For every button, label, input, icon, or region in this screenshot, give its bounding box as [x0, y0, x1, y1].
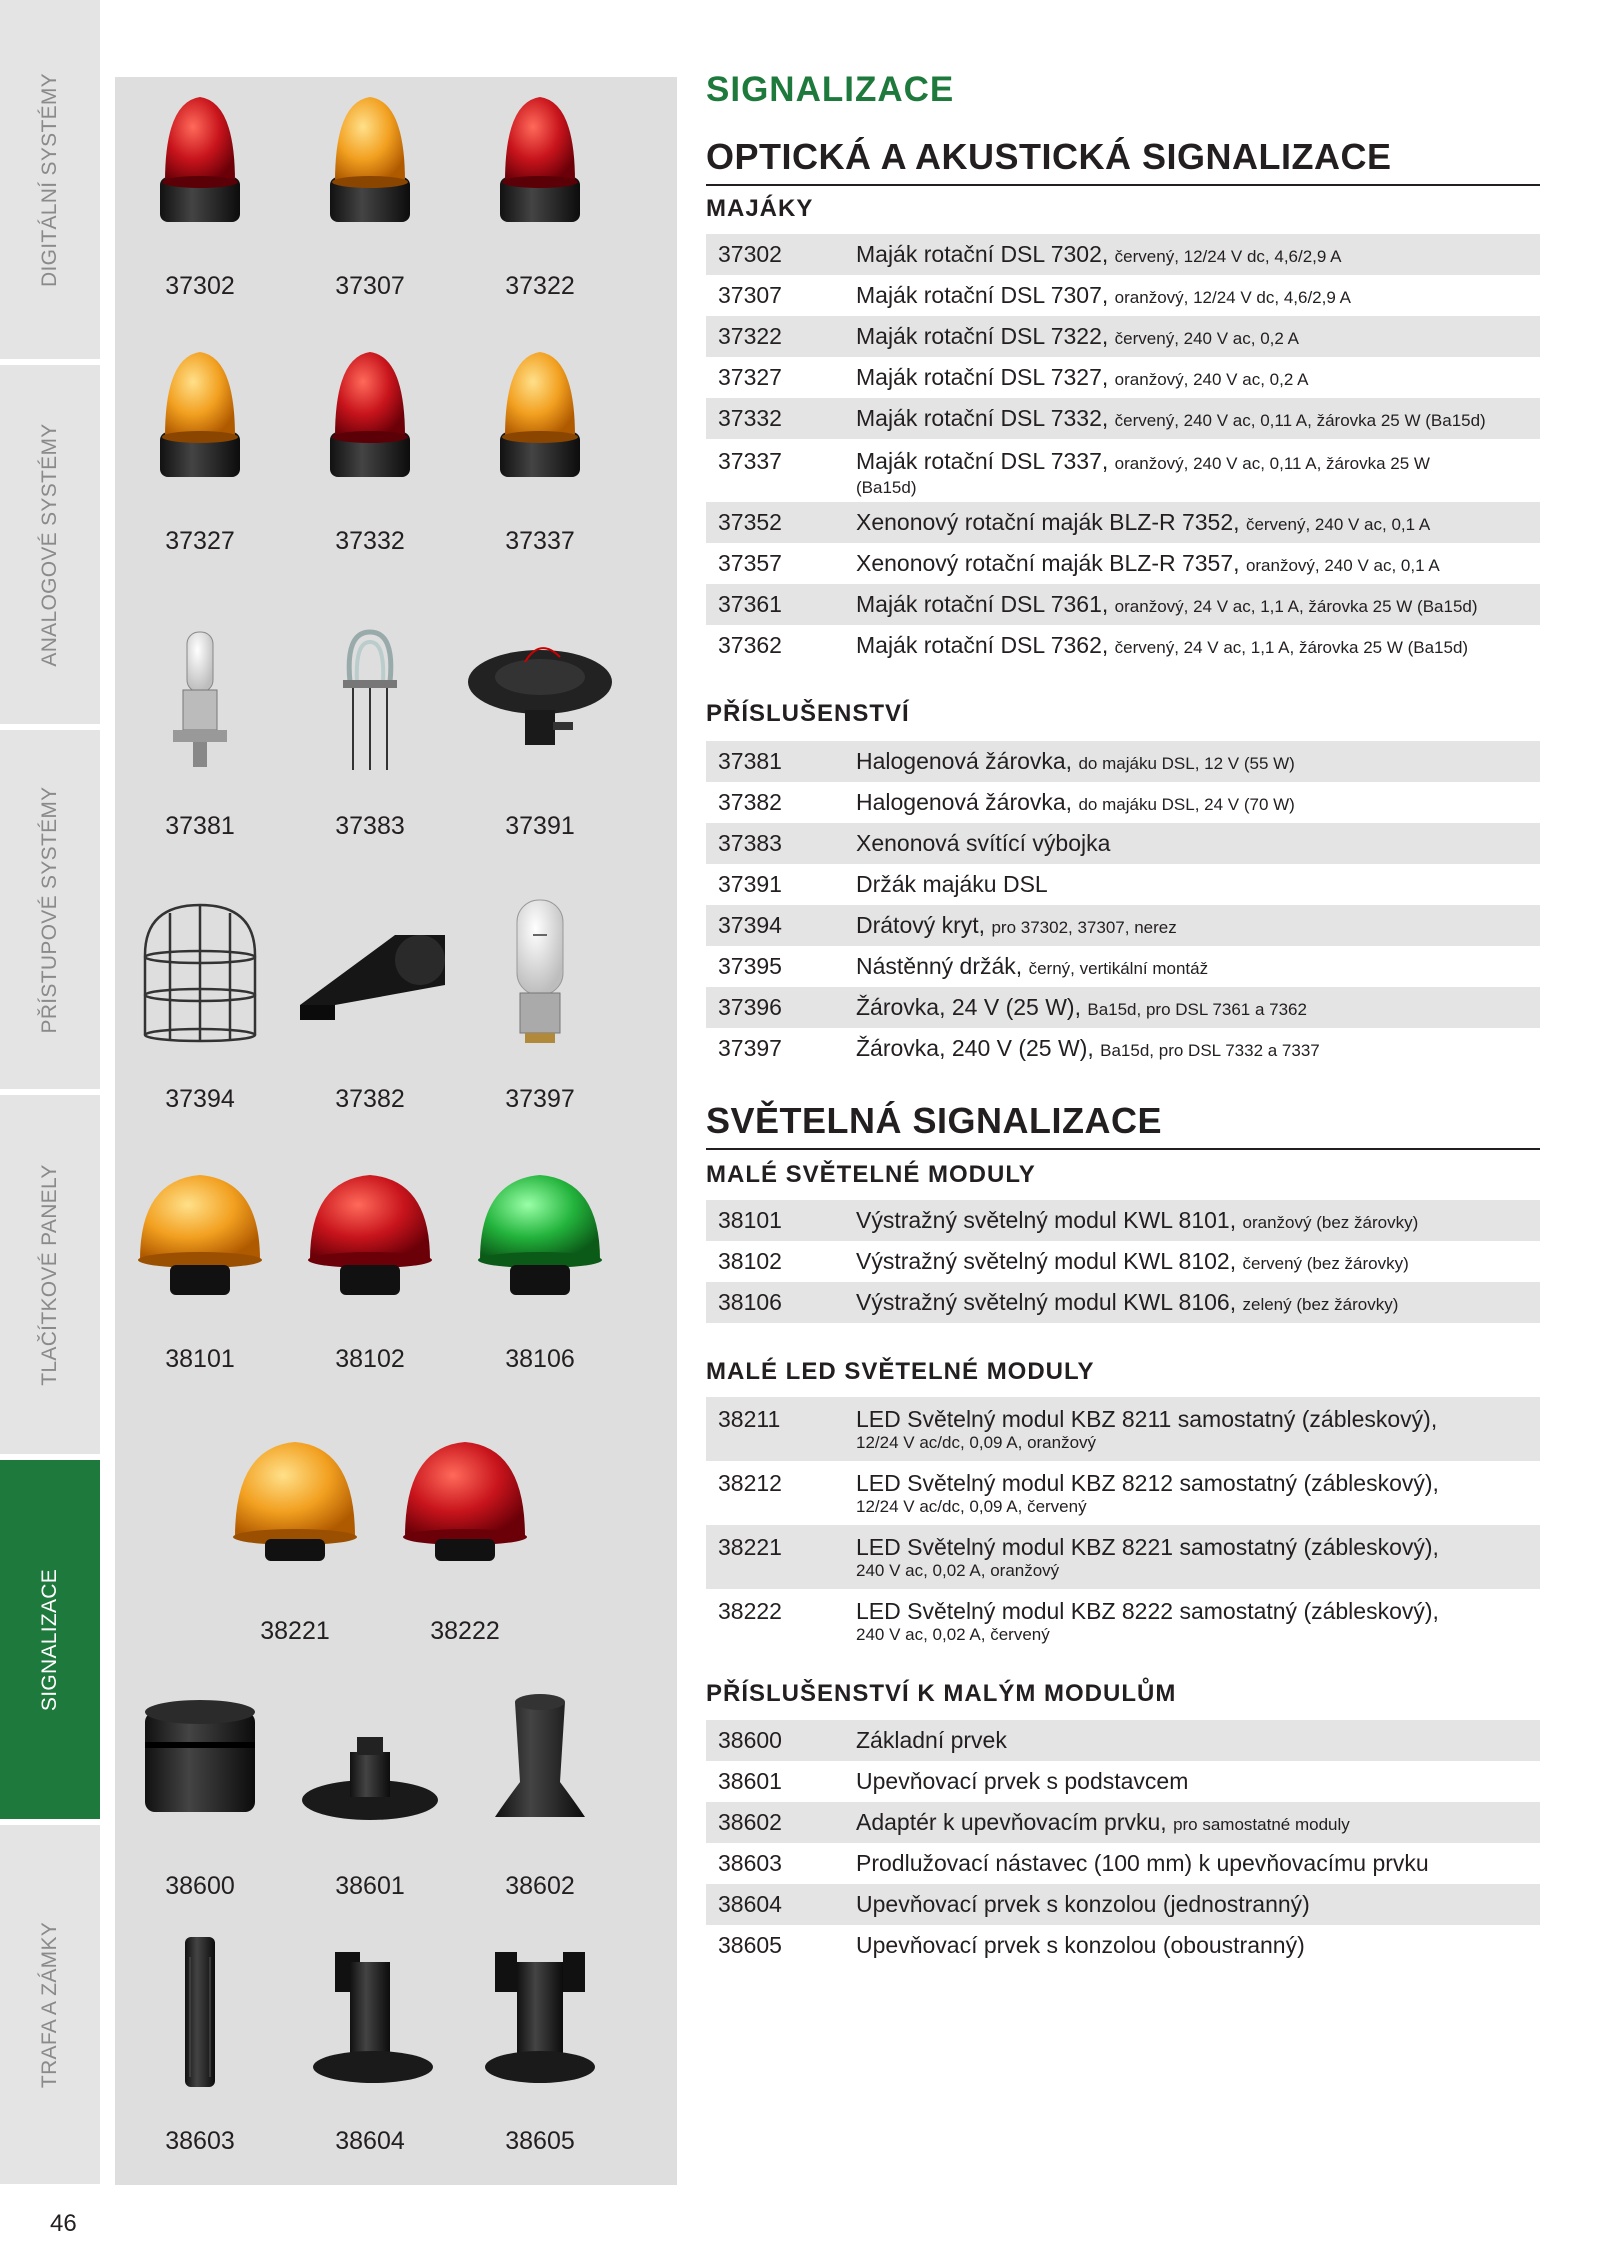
- base-element-icon: [125, 1682, 275, 1832]
- item-desc: Xenonový rotační maják BLZ-R 7357, oranžový, 240 V ac, 0,1 A: [856, 550, 1440, 576]
- tab-label: PŘÍSTUPOVÉ SYSTÉMY: [38, 786, 61, 1033]
- product-code: 37394: [165, 1085, 235, 1113]
- table-row: [706, 439, 1540, 502]
- product-code: 37322: [505, 272, 575, 300]
- table-row: [706, 1761, 1540, 1802]
- beacon-holder-icon: [465, 622, 615, 772]
- item-desc: Upevňovací prvek s konzolou (jednostranný): [856, 1891, 1310, 1917]
- product-code: 37307: [335, 272, 405, 300]
- product-37327: [115, 337, 285, 557]
- item-code: 37322: [718, 323, 782, 349]
- table-row: [706, 584, 1540, 625]
- item-desc: Maják rotační DSL 7327, oranžový, 240 V ac, 0,2 A: [856, 364, 1309, 390]
- item-code: 37307: [718, 282, 782, 308]
- product-37381: [115, 622, 285, 842]
- item-code: 37302: [718, 241, 782, 267]
- item-code: 37397: [718, 1035, 782, 1061]
- product-37394: [115, 895, 285, 1115]
- table-row: [706, 625, 1540, 666]
- product-code: 38222: [430, 1617, 500, 1645]
- product-code: 38221: [260, 1617, 330, 1645]
- dome-green-icon: [465, 1155, 615, 1305]
- product-38101: [115, 1155, 285, 1375]
- table-row: [706, 946, 1540, 987]
- heading-opticka-akusticka: OPTICKÁ A AKUSTICKÁ SIGNALIZACE: [706, 136, 1540, 186]
- table-row: [706, 987, 1540, 1028]
- product-38601: [285, 1682, 455, 1902]
- item-desc: Žárovka, 24 V (25 W), Ba15d, pro DSL 7361 a 7362: [856, 994, 1307, 1020]
- product-37302: [115, 82, 285, 302]
- beacon-red-icon: [125, 82, 275, 232]
- product-code: 38101: [165, 1345, 235, 1373]
- item-code: 37383: [718, 830, 782, 856]
- item-code: 38211: [718, 1406, 781, 1432]
- item-code: 38604: [718, 1891, 782, 1917]
- tab-label: DIGITÁLNÍ SYSTÉMY: [38, 72, 61, 287]
- item-code: 38600: [718, 1727, 782, 1753]
- extension-tube-icon: [125, 1937, 275, 2087]
- section-title: SIGNALIZACE: [706, 70, 955, 109]
- heading-prislusenstvi: PŘÍSLUŠENSTVÍ: [706, 700, 910, 727]
- table-row: [706, 1028, 1540, 1069]
- item-code: 38222: [718, 1598, 782, 1624]
- item-desc: Xenonová svítící výbojka: [856, 830, 1111, 856]
- item-code: 37396: [718, 994, 782, 1020]
- item-code: 37352: [718, 509, 782, 535]
- item-desc: Nástěnný držák, černý, vertikální montáž: [856, 953, 1209, 979]
- dome-orange-icon: [125, 1155, 275, 1305]
- table-row: [706, 741, 1540, 782]
- item-desc: Žárovka, 240 V (25 W), Ba15d, pro DSL 7332 a 7337: [856, 1035, 1320, 1061]
- table-row: [706, 864, 1540, 905]
- table-male-moduly: [706, 1200, 1540, 1323]
- item-desc: Maják rotační DSL 7307, oranžový, 12/24 V dc, 4,6/2,9 A: [856, 282, 1351, 308]
- tab-tlacitkove-panely[interactable]: [0, 1095, 100, 1457]
- item-desc: Drátový kryt, pro 37302, 37307, nerez: [856, 912, 1177, 938]
- product-38221: [210, 1427, 380, 1647]
- product-code: 38602: [505, 1872, 575, 1900]
- module-adapter-icon: [465, 1682, 615, 1832]
- item-desc: Výstražný světelný modul KWL 8101, oranžový (bez žárovky): [856, 1207, 1419, 1233]
- product-code: 38603: [165, 2127, 235, 2155]
- section-tabs: [0, 0, 100, 2190]
- item-code: 38605: [718, 1932, 782, 1958]
- product-38604: [285, 1937, 455, 2157]
- bracket-double-icon: [465, 1937, 615, 2087]
- product-code: 37302: [165, 272, 235, 300]
- table-majaky: [706, 234, 1540, 666]
- product-38603: [115, 1937, 285, 2157]
- item-code: 37381: [718, 748, 782, 774]
- table-prislusenstvi: [706, 741, 1540, 1069]
- item-desc: Prodlužovací nástavec (100 mm) k upevňovacímu prvku: [856, 1850, 1429, 1876]
- product-37391: [455, 622, 625, 842]
- product-code: 37383: [335, 812, 405, 840]
- product-code: 37337: [505, 527, 575, 555]
- product-38602: [455, 1682, 625, 1902]
- product-38605: [455, 1937, 625, 2157]
- product-code: 38604: [335, 2127, 405, 2155]
- item-desc: LED Světelný modul KBZ 8222 samostatný (zábleskový), 240 V ac, 0,02 A, červený: [856, 1598, 1439, 1644]
- xenon-tube-icon: [295, 622, 445, 772]
- table-row: [706, 316, 1540, 357]
- table-row: [706, 1200, 1540, 1241]
- led-dome-red-icon: [390, 1427, 540, 1577]
- product-code: 38601: [335, 1872, 405, 1900]
- item-desc: LED Světelný modul KBZ 8211 samostatný (zábleskový), 12/24 V ac/dc, 0,09 A, oranžový: [856, 1406, 1438, 1452]
- item-code: 38601: [718, 1768, 782, 1794]
- item-code: 38102: [718, 1248, 782, 1274]
- table-row: [706, 1802, 1540, 1843]
- tab-label: ANALOGOVÉ SYSTÉMY: [38, 422, 61, 667]
- item-code: 37357: [718, 550, 782, 576]
- page-number: 46: [50, 2210, 77, 2237]
- item-desc: LED Světelný modul KBZ 8221 samostatný (zábleskový), 240 V ac, 0,02 A, oranžový: [856, 1534, 1439, 1580]
- table-row: [706, 1397, 1540, 1461]
- table-row: [706, 502, 1540, 543]
- table-row: [706, 275, 1540, 316]
- table-row: [706, 1241, 1540, 1282]
- product-37307: [285, 82, 455, 302]
- product-code: 38106: [505, 1345, 575, 1373]
- item-desc: Maják rotační DSL 7332, červený, 240 V ac, 0,11 A, žárovka 25 W (Ba15d): [856, 405, 1486, 431]
- beacon-orange-icon: [125, 337, 275, 487]
- table-row: [706, 782, 1540, 823]
- tab-label: TRAFA A ZÁMKY: [38, 1921, 61, 2088]
- tab-analogove-systemy[interactable]: [0, 365, 100, 727]
- halogen-bulb-icon: [125, 622, 275, 772]
- table-row: [706, 1720, 1540, 1761]
- table-row: [706, 1461, 1540, 1525]
- product-37337: [455, 337, 625, 557]
- dome-red-icon: [295, 1155, 445, 1305]
- product-38102: [285, 1155, 455, 1375]
- product-37382: [285, 895, 455, 1115]
- product-code: 38605: [505, 2127, 575, 2155]
- item-desc: Halogenová žárovka, do majáku DSL, 24 V (70 W): [856, 789, 1295, 815]
- product-code: 37327: [165, 527, 235, 555]
- tab-label: SIGNALIZACE: [38, 1568, 61, 1711]
- product-37322: [455, 82, 625, 302]
- product-code: 37391: [505, 812, 575, 840]
- product-code: 37332: [335, 527, 405, 555]
- item-code: 38106: [718, 1289, 782, 1315]
- item-desc: Upevňovací prvek s konzolou (oboustranný): [856, 1932, 1305, 1958]
- table-row: [706, 1884, 1540, 1925]
- table-prislusenstvi-moduly: [706, 1720, 1540, 1966]
- item-code: 37395: [718, 953, 782, 979]
- item-code: 38101: [718, 1207, 782, 1233]
- item-desc: Držák majáku DSL: [856, 871, 1048, 897]
- bayonet-bulb-icon: [465, 895, 615, 1045]
- table-row: [706, 234, 1540, 275]
- item-desc: Xenonový rotační maják BLZ-R 7352, červený, 240 V ac, 0,1 A: [856, 509, 1431, 535]
- table-row: [706, 357, 1540, 398]
- heading-majaky: MAJÁKY: [706, 195, 814, 222]
- item-code: 37382: [718, 789, 782, 815]
- item-desc: Maják rotační DSL 7322, červený, 240 V ac, 0,2 A: [856, 323, 1299, 349]
- product-code: 37382: [335, 1085, 405, 1113]
- product-image-panel: [115, 77, 677, 2185]
- table-row: [706, 1525, 1540, 1589]
- item-desc: Adaptér k upevňovacím prvku, pro samostatné moduly: [856, 1809, 1350, 1835]
- beacon-red-icon: [465, 82, 615, 232]
- table-led-moduly: [706, 1397, 1540, 1653]
- item-code: 37337: [718, 448, 782, 474]
- product-37383: [285, 622, 455, 842]
- item-desc: Základní prvek: [856, 1727, 1007, 1753]
- heading-prislusenstvi-moduly: PŘÍSLUŠENSTVÍ K MALÝM MODULŮM: [706, 1680, 1177, 1707]
- item-desc: Maják rotační DSL 7337, oranžový, 240 V ac, 0,11 A, žárovka 25 W (Ba15d): [856, 448, 1430, 497]
- product-code: 37397: [505, 1085, 575, 1113]
- table-row: [706, 1282, 1540, 1323]
- table-row: [706, 1925, 1540, 1966]
- item-code: 38221: [718, 1534, 782, 1560]
- heading-svetelna-signalizace: SVĚTELNÁ SIGNALIZACE: [706, 1100, 1540, 1150]
- product-code: 37381: [165, 812, 235, 840]
- heading-male-led-moduly: MALÉ LED SVĚTELNÉ MODULY: [706, 1358, 1095, 1385]
- table-row: [706, 1843, 1540, 1884]
- product-code: 38102: [335, 1345, 405, 1373]
- bracket-single-icon: [295, 1937, 445, 2087]
- tab-signalizace[interactable]: [0, 1460, 100, 1822]
- item-desc: Upevňovací prvek s podstavcem: [856, 1768, 1189, 1794]
- item-code: 37394: [718, 912, 782, 938]
- product-37397: [455, 895, 625, 1115]
- item-code: 38212: [718, 1470, 782, 1496]
- wire-cage-icon: [125, 895, 275, 1045]
- tab-pristupove-systemy[interactable]: [0, 730, 100, 1092]
- product-37332: [285, 337, 455, 557]
- table-row: [706, 905, 1540, 946]
- wall-bracket-icon: [295, 895, 445, 1045]
- product-code: 38600: [165, 1872, 235, 1900]
- item-code: 37362: [718, 632, 782, 658]
- item-code: 37361: [718, 591, 782, 617]
- item-code: 38602: [718, 1809, 782, 1835]
- product-38106: [455, 1155, 625, 1375]
- item-desc: Maják rotační DSL 7362, červený, 24 V ac, 1,1 A, žárovka 25 W (Ba15d): [856, 632, 1469, 658]
- beacon-orange-icon: [465, 337, 615, 487]
- item-code: 37327: [718, 364, 782, 390]
- item-desc: Halogenová žárovka, do majáku DSL, 12 V (55 W): [856, 748, 1295, 774]
- item-desc: Maják rotační DSL 7302, červený, 12/24 V dc, 4,6/2,9 A: [856, 241, 1342, 267]
- table-row: [706, 398, 1540, 439]
- beacon-red-icon: [295, 337, 445, 487]
- tab-digitalni-systemy[interactable]: [0, 0, 100, 362]
- base-with-stand-icon: [295, 1682, 445, 1832]
- product-38222: [380, 1427, 550, 1647]
- table-row: [706, 823, 1540, 864]
- item-desc: Výstražný světelný modul KWL 8102, červený (bez žárovky): [856, 1248, 1409, 1274]
- tab-label: TLAČÍTKOVÉ PANELY: [38, 1163, 61, 1386]
- item-desc: Výstražný světelný modul KWL 8106, zelený (bez žárovky): [856, 1289, 1399, 1315]
- item-code: 37391: [718, 871, 782, 897]
- item-desc: Maják rotační DSL 7361, oranžový, 24 V ac, 1,1 A, žárovka 25 W (Ba15d): [856, 591, 1478, 617]
- led-dome-orange-icon: [220, 1427, 370, 1577]
- heading-male-svetelne-moduly: MALÉ SVĚTELNÉ MODULY: [706, 1161, 1036, 1188]
- item-code: 38603: [718, 1850, 782, 1876]
- item-desc: LED Světelný modul KBZ 8212 samostatný (zábleskový), 12/24 V ac/dc, 0,09 A, červený: [856, 1470, 1439, 1516]
- beacon-orange-icon: [295, 82, 445, 232]
- product-38600: [115, 1682, 285, 1902]
- table-row: [706, 1589, 1540, 1653]
- item-code: 37332: [718, 405, 782, 431]
- table-row: [706, 543, 1540, 584]
- tab-trafa-a-zamky[interactable]: [0, 1825, 100, 2187]
